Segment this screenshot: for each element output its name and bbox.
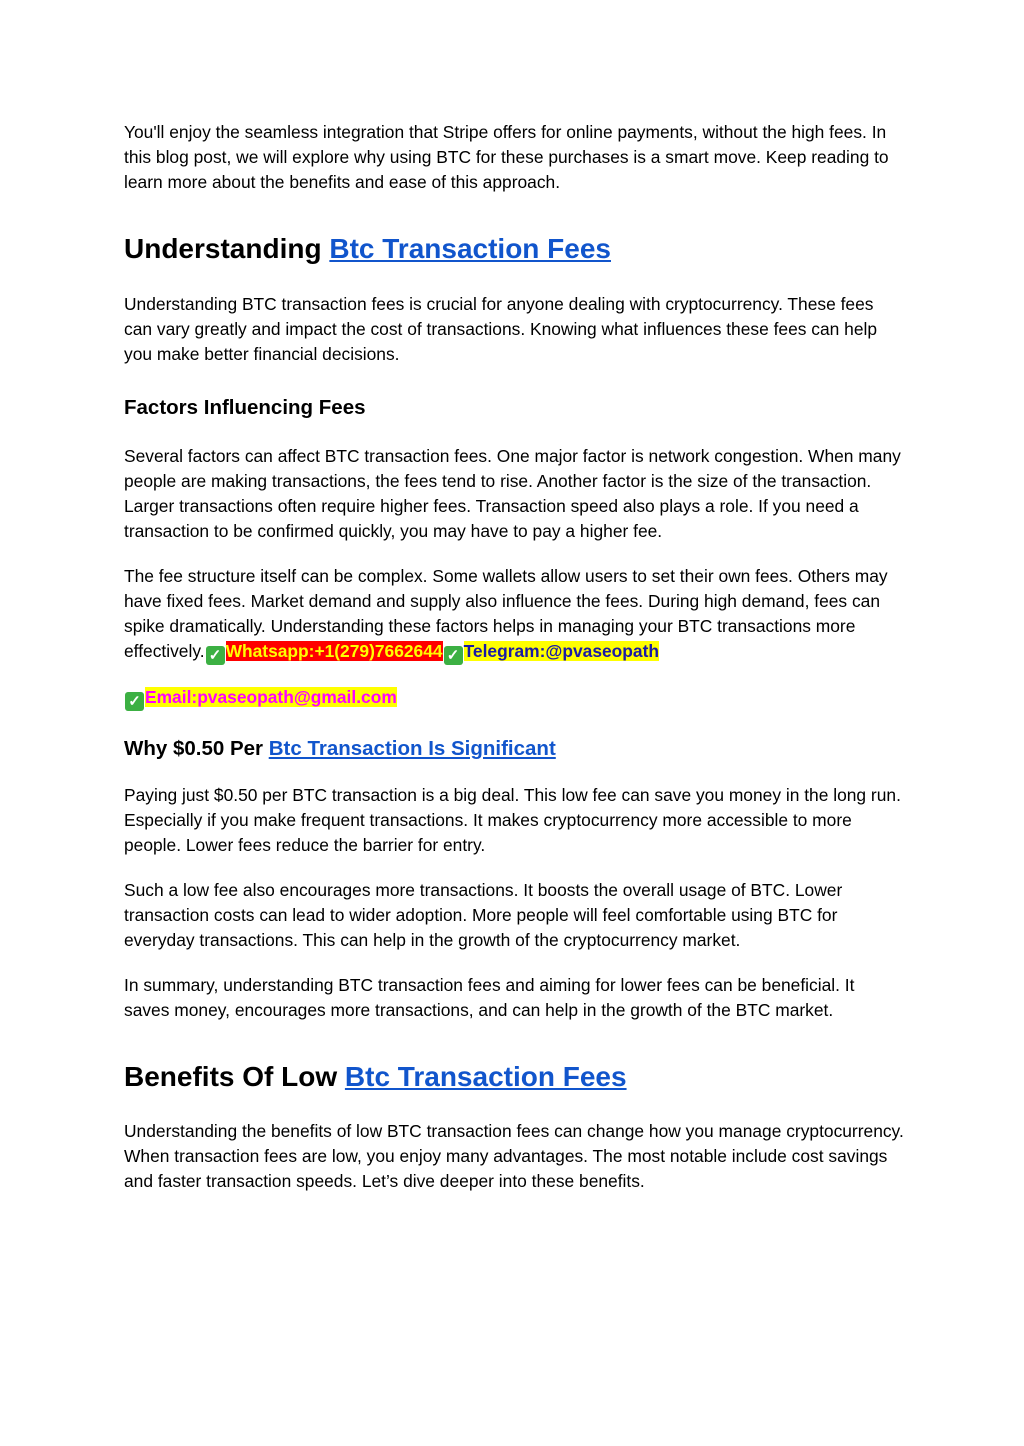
factors-paragraph-1: Several factors can affect BTC transaction fees. One major factor is network congestion. When many people are making transactions, the fees tend to rise. Another factor is the size of the transaction. Larger transactions often require higher fees. Transaction speed also plays a role. If you need a transaction to be confirmed quickly, you may have to pay a higher fee. (124, 446, 901, 541)
why-paragraph-2: Such a low fee also encourages more transactions. It boosts the overall usage of BTC. Lower transaction costs can lead to wider adoption. More people will feel comfortable using BTC for everyday transactions. This can help in the growth of the cryptocurrency market. (124, 880, 843, 950)
factors-paragraph-2-text: The fee structure itself can be complex. Some wallets allow users to set their own fees. Others may have fixed fees. Market demand and supply also influence the fees. During high demand, fees can spike dramatically. Understanding these factors helps in managing your BTC transactions more (124, 566, 888, 636)
check-mark-icon: ✓ (444, 646, 463, 665)
factors-paragraph-2-end: effectively. (124, 641, 205, 661)
why-paragraph-1: Paying just $0.50 per BTC transaction is a big deal. This low fee can save you money in the long run. Especially if you make frequent transactions. It makes cryptocurrency more accessible to more people. Lower fees reduce the barrier for entry. (124, 785, 901, 855)
benefits-paragraph: Understanding the benefits of low BTC transaction fees can change how you manage cryptocurrency. When transaction fees are low, you enjoy many advantages. The most notable include cost savings and faster transaction speeds. Let’s dive deeper into these benefits. (124, 1121, 904, 1191)
understanding-paragraph: Understanding BTC transaction fees is crucial for anyone dealing with cryptocurrency. These fees can vary greatly and impact the cost of transactions. Knowing what influences these fees can help you make better financial decisions. (124, 294, 878, 364)
benefits-btc-transaction-fees-link[interactable]: Btc Transaction Fees (344, 1061, 627, 1092)
why-heading (124, 735, 904, 763)
email-contact: Email:pvaseopath@gmail.com (145, 687, 397, 707)
intro-paragraph: You'll enjoy the seamless integration that Stripe offers for online payments, without the high fees. In this blog post, we will explore why using BTC for these purchases is a smart move. Keep reading to learn more about the benefits and ease of this approach. (124, 122, 889, 192)
factors-paragraph-2 (124, 564, 904, 665)
section-heading-benefits (124, 1059, 904, 1095)
email-line (124, 685, 904, 711)
heading-prefix: Why $0.50 Per (124, 737, 269, 760)
section-heading-understanding (124, 231, 904, 267)
telegram-contact: Telegram:@pvaseopath (463, 641, 660, 661)
btc-transaction-significant-link[interactable]: Btc Transaction Is Significant (268, 737, 556, 760)
heading-prefix: Understanding (124, 233, 330, 264)
heading-prefix: Benefits Of Low (124, 1061, 345, 1092)
btc-transaction-fees-link[interactable]: Btc Transaction Fees (329, 233, 611, 264)
factors-heading: Factors Influencing Fees (124, 396, 366, 419)
check-mark-icon: ✓ (125, 692, 144, 711)
why-paragraph-3: In summary, understanding BTC transaction fees and aiming for lower fees can be beneficial. It saves money, encourages more transactions, and can help in the growth of the BTC market. (124, 975, 855, 1020)
document-page (124, 120, 904, 1194)
whatsapp-contact: Whatsapp:+1(279)7662644 (225, 641, 443, 661)
check-mark-icon: ✓ (206, 646, 225, 665)
